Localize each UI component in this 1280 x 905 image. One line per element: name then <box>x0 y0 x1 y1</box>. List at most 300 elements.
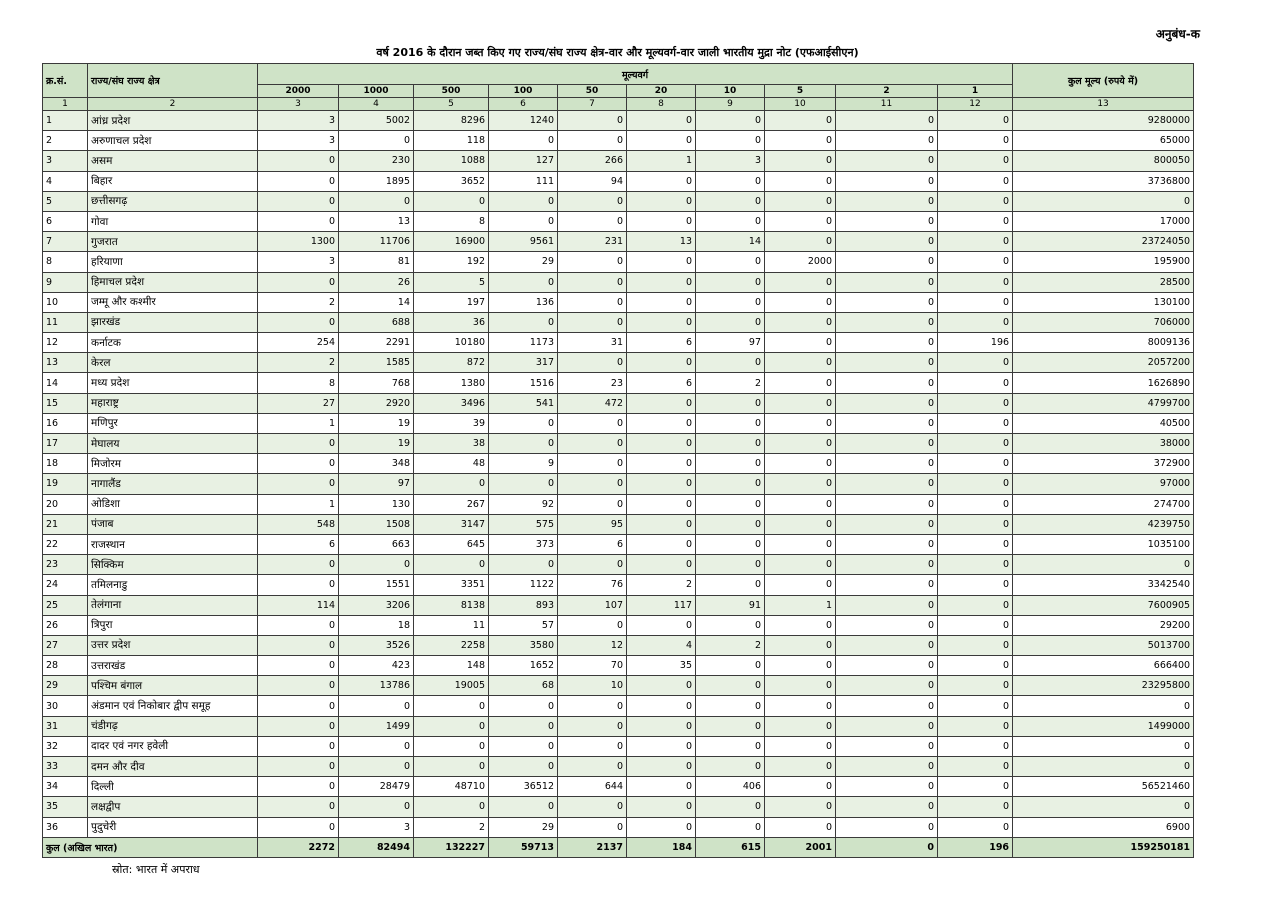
row-value: 0 <box>558 111 627 131</box>
row-value: 0 <box>938 292 1013 312</box>
row-value: 0 <box>765 312 836 332</box>
column-number: 13 <box>1013 98 1194 111</box>
row-value: 13 <box>627 232 696 252</box>
row-value: 0 <box>627 777 696 797</box>
row-value: 0 <box>627 555 696 575</box>
column-number: 2 <box>88 98 258 111</box>
table-row <box>43 494 1194 514</box>
header-denomination: 2 <box>836 85 938 98</box>
header-sno: क्र.सं. <box>43 64 88 98</box>
row-value: 3 <box>696 151 765 171</box>
row-value: 0 <box>938 797 1013 817</box>
row-value: 91 <box>696 595 765 615</box>
row-value: 8 <box>258 373 339 393</box>
row-total: 0 <box>1013 191 1194 211</box>
row-value: 0 <box>627 817 696 837</box>
row-value: 2920 <box>339 393 414 413</box>
row-value: 0 <box>258 615 339 635</box>
row-state: तमिलनाडु <box>88 575 258 595</box>
table-body <box>43 111 1194 838</box>
row-value: 0 <box>489 797 558 817</box>
row-value: 0 <box>339 736 414 756</box>
row-value: 0 <box>836 656 938 676</box>
row-value: 0 <box>938 494 1013 514</box>
row-total: 65000 <box>1013 131 1194 151</box>
row-value: 29 <box>489 817 558 837</box>
row-value: 92 <box>489 494 558 514</box>
row-sno: 9 <box>43 272 88 292</box>
row-value: 0 <box>558 757 627 777</box>
row-value: 0 <box>836 716 938 736</box>
row-value: 8 <box>414 211 489 231</box>
row-value: 3 <box>339 817 414 837</box>
row-sno: 13 <box>43 353 88 373</box>
row-value: 0 <box>765 191 836 211</box>
row-value: 0 <box>836 434 938 454</box>
row-sno: 28 <box>43 656 88 676</box>
total-value: 59713 <box>489 837 558 857</box>
row-value: 0 <box>258 191 339 211</box>
row-value: 0 <box>696 393 765 413</box>
row-value: 117 <box>627 595 696 615</box>
row-value: 348 <box>339 454 414 474</box>
row-value: 575 <box>489 514 558 534</box>
row-value: 0 <box>836 191 938 211</box>
row-value: 1585 <box>339 353 414 373</box>
total-value: 2272 <box>258 837 339 857</box>
row-sno: 14 <box>43 373 88 393</box>
row-value: 3526 <box>339 635 414 655</box>
row-value: 1 <box>627 151 696 171</box>
row-state: पुदुचेरी <box>88 817 258 837</box>
row-value: 1895 <box>339 171 414 191</box>
row-value: 29 <box>489 252 558 272</box>
header-total-value: कुल मूल्य (रुपये में) <box>1013 64 1194 98</box>
row-state: असम <box>88 151 258 171</box>
row-state: गुजरात <box>88 232 258 252</box>
row-sno: 23 <box>43 555 88 575</box>
row-value: 0 <box>765 454 836 474</box>
row-value: 423 <box>339 656 414 676</box>
row-value: 0 <box>836 393 938 413</box>
row-value: 0 <box>938 736 1013 756</box>
row-value: 0 <box>836 736 938 756</box>
row-total: 666400 <box>1013 656 1194 676</box>
row-value: 1499 <box>339 716 414 736</box>
row-value: 39 <box>414 413 489 433</box>
row-value: 38 <box>414 434 489 454</box>
row-value: 0 <box>938 111 1013 131</box>
row-value: 317 <box>489 353 558 373</box>
row-value: 0 <box>938 454 1013 474</box>
row-state: तेलंगाना <box>88 595 258 615</box>
row-value: 0 <box>558 211 627 231</box>
row-value: 3 <box>258 111 339 131</box>
row-sno: 16 <box>43 413 88 433</box>
row-value: 1652 <box>489 656 558 676</box>
row-state: चंडीगढ़ <box>88 716 258 736</box>
row-state: ओडिशा <box>88 494 258 514</box>
row-value: 1 <box>258 413 339 433</box>
row-value: 1122 <box>489 575 558 595</box>
row-value: 1173 <box>489 333 558 353</box>
row-value: 0 <box>558 353 627 373</box>
row-value: 0 <box>696 676 765 696</box>
row-value: 0 <box>258 211 339 231</box>
header-denomination: 50 <box>558 85 627 98</box>
row-value: 0 <box>938 474 1013 494</box>
row-value: 0 <box>836 111 938 131</box>
row-value: 0 <box>696 817 765 837</box>
row-value: 97 <box>696 333 765 353</box>
row-value: 0 <box>938 555 1013 575</box>
row-value: 0 <box>558 474 627 494</box>
row-value: 0 <box>836 292 938 312</box>
row-value: 6 <box>627 373 696 393</box>
row-sno: 15 <box>43 393 88 413</box>
row-value: 0 <box>765 696 836 716</box>
row-value: 35 <box>627 656 696 676</box>
row-value: 0 <box>339 696 414 716</box>
row-value: 0 <box>558 434 627 454</box>
row-value: 0 <box>765 635 836 655</box>
row-value: 0 <box>836 474 938 494</box>
total-value: 615 <box>696 837 765 857</box>
row-value: 0 <box>339 757 414 777</box>
row-value: 0 <box>414 696 489 716</box>
row-value: 0 <box>414 555 489 575</box>
row-value: 13 <box>339 211 414 231</box>
row-value: 0 <box>765 757 836 777</box>
row-value: 0 <box>696 474 765 494</box>
row-sno: 17 <box>43 434 88 454</box>
row-value: 0 <box>938 817 1013 837</box>
column-number: 4 <box>339 98 414 111</box>
row-value: 0 <box>627 494 696 514</box>
row-value: 0 <box>938 312 1013 332</box>
row-value: 6 <box>258 534 339 554</box>
row-value: 266 <box>558 151 627 171</box>
row-state: झारखंड <box>88 312 258 332</box>
row-value: 1516 <box>489 373 558 393</box>
row-value: 0 <box>938 353 1013 373</box>
row-value: 0 <box>696 292 765 312</box>
row-value: 0 <box>836 494 938 514</box>
row-sno: 34 <box>43 777 88 797</box>
row-value: 0 <box>627 393 696 413</box>
table-row <box>43 434 1194 454</box>
row-value: 0 <box>836 757 938 777</box>
table-row <box>43 211 1194 231</box>
row-value: 3206 <box>339 595 414 615</box>
row-value: 0 <box>938 696 1013 716</box>
row-state: अरुणाचल प्रदेश <box>88 131 258 151</box>
row-value: 36512 <box>489 777 558 797</box>
row-value: 1 <box>258 494 339 514</box>
table-row <box>43 393 1194 413</box>
row-state: पश्चिम बंगाल <box>88 676 258 696</box>
row-state: छत्तीसगढ़ <box>88 191 258 211</box>
table-row <box>43 413 1194 433</box>
row-value: 0 <box>414 191 489 211</box>
row-value: 0 <box>765 373 836 393</box>
table-row <box>43 797 1194 817</box>
row-value: 0 <box>414 736 489 756</box>
row-value: 1300 <box>258 232 339 252</box>
table-row <box>43 817 1194 837</box>
row-value: 0 <box>938 656 1013 676</box>
row-value: 23 <box>558 373 627 393</box>
row-total: 56521460 <box>1013 777 1194 797</box>
row-value: 0 <box>765 474 836 494</box>
row-value: 0 <box>696 454 765 474</box>
row-value: 0 <box>258 656 339 676</box>
row-value: 0 <box>765 333 836 353</box>
row-value: 26 <box>339 272 414 292</box>
row-value: 0 <box>696 575 765 595</box>
row-value: 0 <box>765 232 836 252</box>
row-value: 0 <box>627 474 696 494</box>
row-value: 0 <box>765 292 836 312</box>
row-sno: 33 <box>43 757 88 777</box>
row-value: 0 <box>765 353 836 373</box>
row-sno: 30 <box>43 696 88 716</box>
row-value: 2 <box>696 635 765 655</box>
row-value: 0 <box>627 615 696 635</box>
row-value: 0 <box>938 777 1013 797</box>
row-value: 0 <box>938 757 1013 777</box>
row-sno: 2 <box>43 131 88 151</box>
row-value: 0 <box>836 777 938 797</box>
table-row <box>43 514 1194 534</box>
row-value: 0 <box>489 696 558 716</box>
row-value: 0 <box>765 211 836 231</box>
row-value: 0 <box>558 413 627 433</box>
row-value: 0 <box>765 797 836 817</box>
row-value: 0 <box>765 656 836 676</box>
row-value: 19005 <box>414 676 489 696</box>
row-value: 0 <box>627 252 696 272</box>
fican-table <box>42 63 1194 858</box>
row-state: केरल <box>88 353 258 373</box>
row-value: 2291 <box>339 333 414 353</box>
row-value: 197 <box>414 292 489 312</box>
column-number: 5 <box>414 98 489 111</box>
row-sno: 5 <box>43 191 88 211</box>
row-sno: 18 <box>43 454 88 474</box>
row-value: 3147 <box>414 514 489 534</box>
row-value: 0 <box>627 292 696 312</box>
row-value: 12 <box>558 635 627 655</box>
row-total: 4799700 <box>1013 393 1194 413</box>
row-value: 0 <box>258 151 339 171</box>
row-value: 0 <box>836 252 938 272</box>
row-value: 0 <box>489 555 558 575</box>
row-value: 14 <box>696 232 765 252</box>
header-denomination: 1 <box>938 85 1013 98</box>
row-value: 0 <box>836 817 938 837</box>
row-state: मध्य प्रदेश <box>88 373 258 393</box>
row-value: 0 <box>489 211 558 231</box>
row-value: 0 <box>938 393 1013 413</box>
row-sno: 31 <box>43 716 88 736</box>
total-value: 196 <box>938 837 1013 857</box>
row-sno: 32 <box>43 736 88 756</box>
table-row <box>43 373 1194 393</box>
row-sno: 21 <box>43 514 88 534</box>
row-value: 196 <box>938 333 1013 353</box>
row-state: सिक्किम <box>88 555 258 575</box>
row-total: 5013700 <box>1013 635 1194 655</box>
row-value: 68 <box>489 676 558 696</box>
row-state: हरियाणा <box>88 252 258 272</box>
row-value: 0 <box>696 716 765 736</box>
row-value: 406 <box>696 777 765 797</box>
table-row <box>43 736 1194 756</box>
row-total: 9280000 <box>1013 111 1194 131</box>
row-value: 36 <box>414 312 489 332</box>
row-value: 1508 <box>339 514 414 534</box>
row-value: 2000 <box>765 252 836 272</box>
table-row <box>43 676 1194 696</box>
row-state: आंध्र प्रदेश <box>88 111 258 131</box>
row-value: 0 <box>765 555 836 575</box>
row-sno: 8 <box>43 252 88 272</box>
row-value: 19 <box>339 434 414 454</box>
row-value: 0 <box>489 272 558 292</box>
row-value: 9561 <box>489 232 558 252</box>
row-value: 0 <box>489 131 558 151</box>
row-value: 0 <box>938 373 1013 393</box>
row-value: 0 <box>258 555 339 575</box>
row-value: 0 <box>696 534 765 554</box>
row-state: उत्तराखंड <box>88 656 258 676</box>
row-value: 0 <box>836 696 938 716</box>
row-value: 0 <box>836 514 938 534</box>
row-value: 0 <box>836 312 938 332</box>
row-state: नागालैंड <box>88 474 258 494</box>
row-sno: 26 <box>43 615 88 635</box>
row-state: राजस्थान <box>88 534 258 554</box>
row-value: 0 <box>258 676 339 696</box>
row-total: 3736800 <box>1013 171 1194 191</box>
table-row <box>43 534 1194 554</box>
row-total: 23295800 <box>1013 676 1194 696</box>
row-value: 541 <box>489 393 558 413</box>
row-value: 872 <box>414 353 489 373</box>
row-total: 7600905 <box>1013 595 1194 615</box>
row-value: 0 <box>938 211 1013 231</box>
row-total: 8009136 <box>1013 333 1194 353</box>
row-value: 5002 <box>339 111 414 131</box>
row-value: 0 <box>765 131 836 151</box>
row-value: 3496 <box>414 393 489 413</box>
row-value: 2 <box>258 353 339 373</box>
row-value: 0 <box>765 676 836 696</box>
row-value: 0 <box>258 716 339 736</box>
row-total: 6900 <box>1013 817 1194 837</box>
header-denomination-group: मूल्यवर्ग <box>258 64 1013 85</box>
row-total: 0 <box>1013 555 1194 575</box>
total-value: 184 <box>627 837 696 857</box>
row-value: 0 <box>765 716 836 736</box>
row-value: 10 <box>558 676 627 696</box>
table-row <box>43 716 1194 736</box>
row-value: 0 <box>765 413 836 433</box>
row-value: 1 <box>765 595 836 615</box>
row-value: 0 <box>696 736 765 756</box>
row-sno: 4 <box>43 171 88 191</box>
row-sno: 10 <box>43 292 88 312</box>
row-value: 0 <box>558 797 627 817</box>
row-value: 0 <box>765 171 836 191</box>
row-state: पंजाब <box>88 514 258 534</box>
row-value: 0 <box>696 615 765 635</box>
row-value: 0 <box>627 454 696 474</box>
row-value: 0 <box>258 736 339 756</box>
row-total: 1035100 <box>1013 534 1194 554</box>
row-sno: 19 <box>43 474 88 494</box>
row-state: हिमाचल प्रदेश <box>88 272 258 292</box>
row-value: 0 <box>489 757 558 777</box>
row-value: 0 <box>558 131 627 151</box>
row-value: 0 <box>414 797 489 817</box>
row-value: 0 <box>414 757 489 777</box>
row-value: 0 <box>696 434 765 454</box>
row-state: मेघालय <box>88 434 258 454</box>
row-value: 48710 <box>414 777 489 797</box>
row-value: 0 <box>696 312 765 332</box>
row-value: 0 <box>258 817 339 837</box>
row-total: 1499000 <box>1013 716 1194 736</box>
row-value: 0 <box>836 797 938 817</box>
row-value: 13786 <box>339 676 414 696</box>
row-value: 0 <box>836 373 938 393</box>
row-value: 95 <box>558 514 627 534</box>
row-state: जम्मू और कश्मीर <box>88 292 258 312</box>
row-value: 2 <box>258 292 339 312</box>
row-value: 0 <box>836 353 938 373</box>
row-value: 0 <box>836 131 938 151</box>
row-value: 0 <box>258 777 339 797</box>
annexure-label: अनुबंध-क <box>1155 27 1200 41</box>
row-value: 11 <box>414 615 489 635</box>
row-value: 0 <box>558 696 627 716</box>
row-total: 130100 <box>1013 292 1194 312</box>
row-total: 706000 <box>1013 312 1194 332</box>
row-value: 0 <box>339 191 414 211</box>
row-value: 0 <box>558 615 627 635</box>
row-value: 768 <box>339 373 414 393</box>
row-value: 0 <box>765 615 836 635</box>
row-value: 76 <box>558 575 627 595</box>
row-value: 0 <box>258 474 339 494</box>
header-denomination: 100 <box>489 85 558 98</box>
row-value: 94 <box>558 171 627 191</box>
row-value: 18 <box>339 615 414 635</box>
row-value: 0 <box>489 413 558 433</box>
row-value: 0 <box>696 413 765 433</box>
row-value: 6 <box>627 333 696 353</box>
column-number: 6 <box>489 98 558 111</box>
row-value: 0 <box>489 736 558 756</box>
row-value: 0 <box>836 272 938 292</box>
row-value: 0 <box>558 292 627 312</box>
row-total: 4239750 <box>1013 514 1194 534</box>
row-state: अंडमान एवं निकोबार द्वीप समूह <box>88 696 258 716</box>
row-value: 0 <box>627 797 696 817</box>
row-value: 0 <box>558 555 627 575</box>
